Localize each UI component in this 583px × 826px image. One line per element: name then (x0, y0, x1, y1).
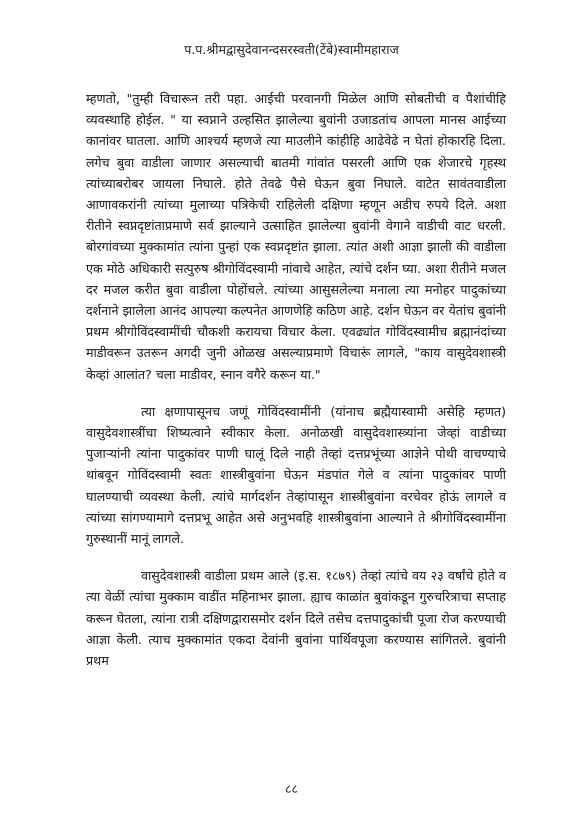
paragraph-1: म्हणतो, "तुम्ही विचारून तरी पहा. आईची परवानगी मिळेल आणि सोबतीची व पैशांचीहि व्यवस्थाहि होईल. " या स्वप्नाने उल्हसित झालेल्या बुवांनी उजाडतांच आपला मानस आईच्या कानांवर घातला. आणि आश्चर्य म्हणजे त्या माउलीने कांहीहि आढेवेढे न घेतां होकारहि दिला. लगेच बुवा वाडीला जाणार असल्याची बातमी गांवांत पसरली आणि एक शेजारचे गृहस्थ त्यांच्याबरोबर जायला निघाले. होते तेवढे पैसे घेऊन बुवा निघाले. वाटेत सावंतवाडीला आणावकरांनी त्यांच्या मुलाच्या पत्रिकेची राहिलेली दक्षिणा म्हणून अडीच रुपये दिले. अशा रीतीने स्वप्नदृष्टांताप्रमाणे सर्व झाल्याने उत्साहित झालेल्या बुवांनी वेगाने वाडीची वाट धरली. बोरगांवच्या मुक्कामांत त्यांना पुन्हां एक स्वप्नदृष्टांत झाला. त्यांत अशी आज्ञा झाली की वाडीला एक मोठे अधिकारी सत्पुरुष श्रीगोविंदस्वामी नांवाचे आहेत, त्यांचे दर्शन घ्या. अशा रीतीने मजल दर मजल करीत बुवा वाडीला पोहोंचले. त्यांच्या आसुसलेल्या मनाला त्या मनोहर पादुकांच्या दर्शनाने झालेला आनंद आपल्या कल्पनेत आणणेहि कठिण आहे. दर्शन घेऊन वर येतांच बुवांनी प्रथम श्रीगोविंदस्वामींची चौकशी करायचा विचार केला. एवढ्यांत गोविंदस्वामीच ब्रह्मानंदांच्या माडीवरून उतरून अगदी जुनी ओळख असल्याप्रमाणे विचारूं लागले, "काय वासुदेवशास्त्री केव्हां आलांत? चला माडीवर, स्नान वगैरे करून या." (86, 91, 506, 382)
body-text (86, 88, 506, 687)
page-number: ८८ (284, 781, 298, 796)
paragraph-2: त्या क्षणापासूनच जणूं गोविंदस्वामींनी (यांनाच ब्रह्मैयास्वामी असेहि म्हणत) वासुदेवशास्त्रींचा शिष्यत्वाने स्वीकार केला. अनोळखी वासुदेवशास्त्र्यांना जेव्हां वाडीच्या पुजाऱ्यांनी त्यांना पादुकांवर पाणी घालूं दिले नाही तेव्हां दत्तप्रभूंच्या आज्ञेने पोथी वाचण्याचे थांबवून गोविंदस्वामी स्वतः शास्त्रीबुवांना घेऊन मंडपांत गेले व त्यांना पादुकांवर पाणी घालण्याची व्यवस्था केली. त्यांचे मार्गदर्शन तेव्हांपासून शास्त्रीबुवांना वरचेवर होऊं लागले व त्यांच्या सांगण्यामागे दत्तप्रभू आहेत असे अनुभवहि शास्त्रीबुवांना आल्याने ते श्रीगोविंदस्वामींना गुरुस्थानीं मानूं लागले. (86, 403, 506, 547)
paragraph-3: वासुदेवशास्त्री वाडीला प्रथम आले (इ.स. १८७९) तेव्हां त्यांचे वय २३ वर्षांचे होते व त्या वेळीं त्यांचा मुक्काम वाडींत महिनाभर झाला. ह्याच काळांत बुवांकडून गुरुचरित्राचा सप्ताह करून घेतला, त्यांना रात्री दक्षिणद्वारासमोर दर्शन दिले तसेच दत्तपादुकांची पूजा रोज करण्याची आज्ञा केली. त्याच मुक्कामांत एकदा देवांनी बुवांना पार्थिवपूजा करण्यास सांगितले. बुवांनी प्रथम (86, 568, 506, 669)
running-header: प.प.श्रीमद्वासुदेवानन्दसरस्वती(टेंबे)स्वामीमहाराज (184, 42, 399, 57)
